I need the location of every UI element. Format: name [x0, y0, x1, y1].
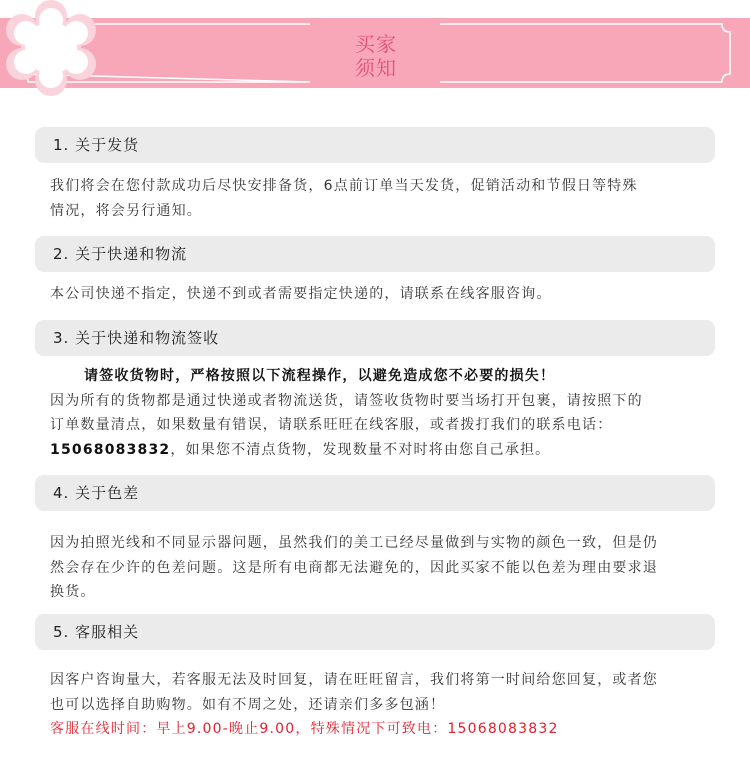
emphasis-line: 请签收货物时，严格按照以下流程操作，以避免造成您不必要的损失！ — [84, 368, 556, 384]
section-body-shipping — [50, 174, 700, 223]
section-header-color-difference: 4. 关于色差 — [35, 475, 715, 511]
section-body-courier — [50, 282, 700, 307]
paragraph-line: 我们将会在您付款成功后尽快安排备货，6点前订单当天发货，促销活动和节假日等特殊 — [50, 178, 638, 194]
flower-badge-icon — [0, 0, 102, 96]
section-body-customer-service — [50, 668, 700, 742]
header-banner — [0, 0, 750, 110]
contact-phone: 15068083832 — [50, 441, 171, 458]
paragraph-line: 然会存在少许的色差问题。这是所有电商都无法避免的，因此买家不能以色差为理由要求退 — [50, 559, 658, 576]
paragraph-line: 情况，将会另行通知。 — [50, 202, 202, 219]
paragraph-line: 因为拍照光线和不同显示器问题，虽然我们的美工已经尽量做到与实物的颜色一致，但是仍 — [50, 535, 658, 551]
section-body-signing — [50, 364, 700, 462]
section-header-customer-service: 5. 客服相关 — [35, 614, 715, 650]
section-header-courier: 2. 关于快递和物流 — [35, 236, 715, 272]
paragraph-line: 因为所有的货物都是通过快递或者物流送货，请签收货物时要当场打开包裹，请按照下的 — [50, 392, 643, 409]
paragraph-line: 因客户咨询量大，若客服无法及时回复，请在旺旺留言，我们将第一时间给您回复，或者您 — [50, 672, 658, 688]
paragraph-line: 换货。 — [50, 584, 96, 600]
paragraph-line — [50, 438, 700, 463]
paragraph-line: 订单数量清点，如果数量有错误，请联系旺旺在线客服，或者拨打我们的联系电话： — [50, 417, 613, 433]
service-hours: 客服在线时间：早上9.00-晚止9.00，特殊情况下可致电：15068083832 — [50, 721, 559, 737]
paragraph-line: 也可以选择自助购物。如有不周之处，还请亲们多多包涵！ — [50, 696, 446, 713]
banner-title-line1: 买家 — [355, 32, 397, 56]
section-body-color-difference — [50, 531, 700, 605]
paragraph-line: 本公司快递不指定，快递不到或者需要指定快递的，请联系在线客服咨询。 — [50, 286, 552, 302]
section-header-signing: 3. 关于快递和物流签收 — [35, 320, 715, 356]
banner-title-line2: 须知 — [355, 56, 397, 80]
section-header-shipping: 1. 关于发货 — [35, 127, 715, 163]
phone-tail-text: ，如果您不清点货物，发现数量不对时将由您自己承担。 — [170, 441, 551, 458]
banner-title — [325, 32, 427, 80]
